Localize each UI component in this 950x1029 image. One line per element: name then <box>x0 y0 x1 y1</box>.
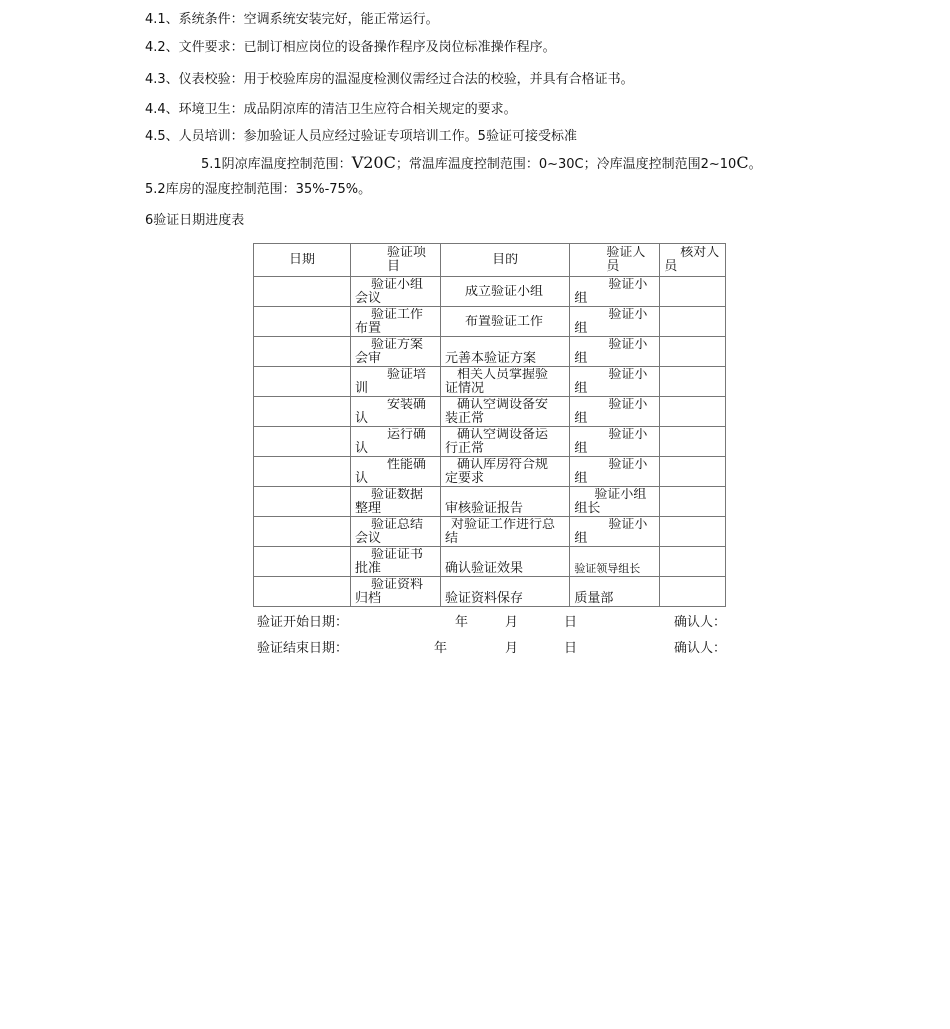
condition-4-4: 4.4、环境卫生：成品阴凉库的清洁卫生应符合相关规定的要求。 <box>145 102 517 117</box>
cell-item: 验证数据 整理 <box>351 487 441 517</box>
cell-item: 验证资料 归档 <box>351 577 441 607</box>
cell-checker <box>660 427 726 457</box>
cell-checker <box>660 397 726 427</box>
cell-checker <box>660 457 726 487</box>
criterion-5-1 <box>201 155 762 173</box>
table-row <box>254 367 726 397</box>
start-day: 日 <box>564 615 578 630</box>
criterion-5-1-label: 5.1阴凉库温度控制范围： <box>201 157 352 172</box>
table-row <box>254 427 726 457</box>
cell-purpose: 对验证工作进行总 结 <box>440 517 569 547</box>
cell-item: 性能确 认 <box>351 457 441 487</box>
cell-checker <box>660 487 726 517</box>
start-confirm-label: 确认人： <box>674 615 727 630</box>
cell-date <box>254 277 351 307</box>
schedule-title: 6验证日期进度表 <box>145 213 245 228</box>
criterion-5-1-unit: C <box>736 153 749 172</box>
cell-purpose: 确认空调设备运 行正常 <box>440 427 569 457</box>
cell-date <box>254 577 351 607</box>
cell-date <box>254 427 351 457</box>
cell-purpose: 审核验证报告 <box>440 487 569 517</box>
cell-purpose: 确认库房符合规 定要求 <box>440 457 569 487</box>
end-day: 日 <box>564 641 578 656</box>
cell-person: 质量部 <box>570 577 660 607</box>
cell-person: 验证小组 组长 <box>570 487 660 517</box>
cell-person: 验证小 组 <box>570 397 660 427</box>
end-year: 年 <box>434 641 448 656</box>
cell-person: 验证小 组 <box>570 427 660 457</box>
criterion-5-1-end: 。 <box>748 157 762 172</box>
table-header-row <box>254 244 726 277</box>
condition-4-1: 4.1、系统条件：空调系统安装完好，能正常运行。 <box>145 12 439 27</box>
start-date-label: 验证开始日期： <box>257 615 349 630</box>
cell-person: 验证小 组 <box>570 277 660 307</box>
cell-item: 验证培 训 <box>351 367 441 397</box>
cell-purpose: 确认空调设备安 装正常 <box>440 397 569 427</box>
cell-item: 运行确 认 <box>351 427 441 457</box>
criterion-5-1-rest: ；常温库温度控制范围：0~30C；冷库温度控制范围2~10 <box>395 157 737 172</box>
criterion-5-1-cool: V20C <box>351 153 396 172</box>
cell-date <box>254 337 351 367</box>
table-row <box>254 397 726 427</box>
table-row <box>254 487 726 517</box>
cell-item: 验证证书 批准 <box>351 547 441 577</box>
header-item: 验证项 目 <box>351 244 441 277</box>
table-row <box>254 547 726 577</box>
schedule-table <box>253 243 726 607</box>
table-row <box>254 307 726 337</box>
cell-purpose: 元善本验证方案 <box>440 337 569 367</box>
cell-item: 安装确 认 <box>351 397 441 427</box>
cell-date <box>254 397 351 427</box>
cell-date <box>254 487 351 517</box>
cell-checker <box>660 337 726 367</box>
cell-person: 验证小 组 <box>570 457 660 487</box>
cell-date <box>254 457 351 487</box>
end-month: 月 <box>505 641 519 656</box>
header-purpose: 目的 <box>440 244 569 277</box>
cell-checker <box>660 517 726 547</box>
header-person: 验证人 员 <box>570 244 660 277</box>
cell-checker <box>660 307 726 337</box>
table-row <box>254 337 726 367</box>
header-checker: 核对人 员 <box>660 244 726 277</box>
cell-person: 验证小 组 <box>570 337 660 367</box>
cell-person: 验证小 组 <box>570 367 660 397</box>
cell-item: 验证工作 布置 <box>351 307 441 337</box>
cell-person: 验证领导组长 <box>570 547 660 577</box>
cell-purpose: 验证资料保存 <box>440 577 569 607</box>
start-year: 年 <box>455 615 469 630</box>
table-row <box>254 577 726 607</box>
header-date: 日期 <box>254 244 351 277</box>
condition-4-5: 4.5、人员培训：参加验证人员应经过验证专项培训工作。5验证可接受标准 <box>145 129 577 144</box>
condition-4-2: 4.2、文件要求：已制订相应岗位的设备操作程序及岗位标准操作程序。 <box>145 40 556 55</box>
criterion-5-2: 5.2库房的湿度控制范围：35%-75%。 <box>145 182 372 197</box>
cell-date <box>254 517 351 547</box>
cell-purpose: 布置验证工作 <box>440 307 569 337</box>
cell-person: 验证小 组 <box>570 307 660 337</box>
table-row <box>254 457 726 487</box>
condition-4-3: 4.3、仪表校验：用于校验库房的温湿度检测仪需经过合法的校验，并具有合格证书。 <box>145 72 634 87</box>
cell-item: 验证总结 会议 <box>351 517 441 547</box>
cell-date <box>254 307 351 337</box>
table-row <box>254 277 726 307</box>
cell-checker <box>660 577 726 607</box>
cell-item: 验证小组 会议 <box>351 277 441 307</box>
cell-checker <box>660 367 726 397</box>
cell-checker <box>660 547 726 577</box>
cell-purpose: 成立验证小组 <box>440 277 569 307</box>
cell-purpose: 相关人员掌握验 证情况 <box>440 367 569 397</box>
cell-item: 验证方案 会审 <box>351 337 441 367</box>
table-row <box>254 517 726 547</box>
cell-date <box>254 367 351 397</box>
start-month: 月 <box>505 615 519 630</box>
cell-checker <box>660 277 726 307</box>
end-confirm-label: 确认人： <box>674 641 727 656</box>
cell-purpose: 确认验证效果 <box>440 547 569 577</box>
cell-date <box>254 547 351 577</box>
end-date-label: 验证结束日期： <box>257 641 349 656</box>
cell-person: 验证小 组 <box>570 517 660 547</box>
